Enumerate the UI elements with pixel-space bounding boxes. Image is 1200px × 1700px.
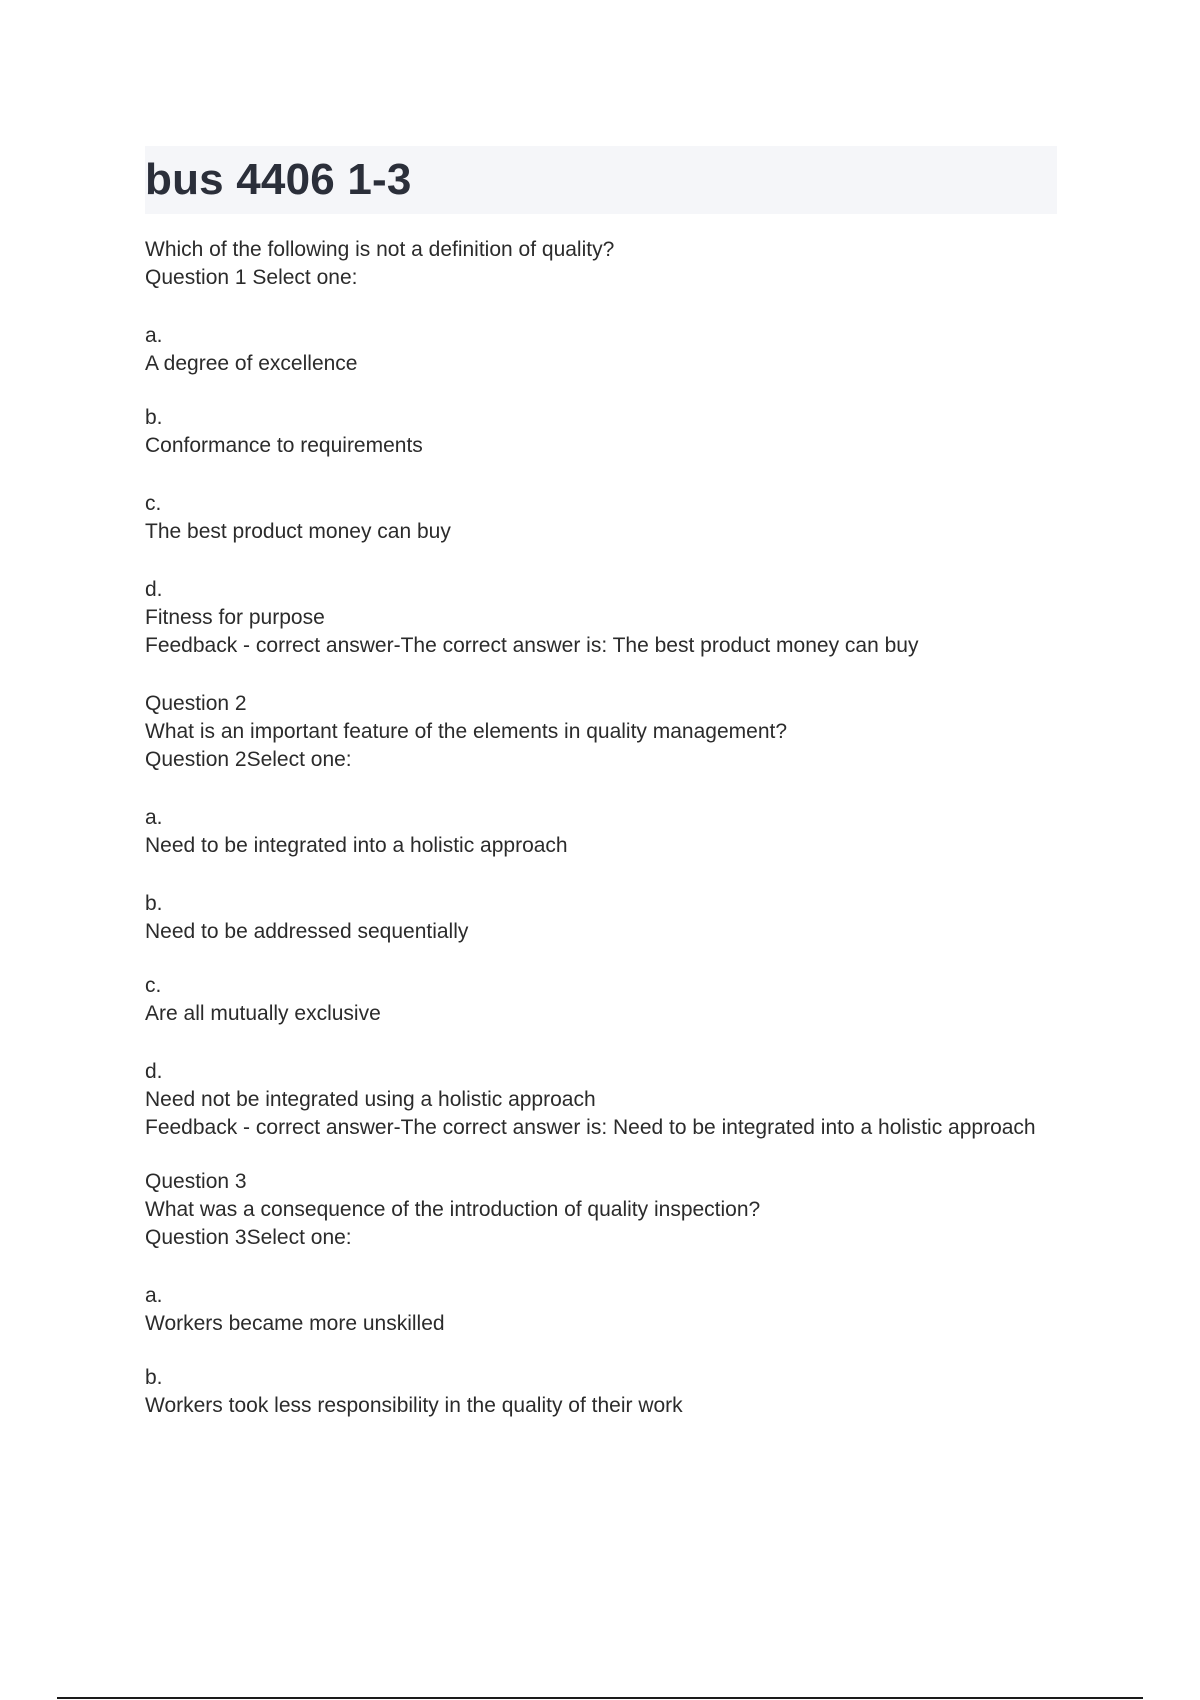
option-letter: a. — [145, 324, 163, 347]
feedback-text: Feedback - correct answer-The correct answer is: The best product money can buy — [145, 634, 919, 657]
question-block-3 — [145, 1168, 1057, 1420]
option-text: A degree of excellence — [145, 352, 358, 375]
question-block-2 — [145, 690, 1057, 1142]
option-text: Are all mutually exclusive — [145, 1002, 381, 1025]
option-text: Need to be addressed sequentially — [145, 920, 469, 943]
feedback-text: Feedback - correct answer-The correct answer is: Need to be integrated into a holistic approach — [145, 1116, 1036, 1139]
option-text: Need to be integrated into a holistic approach — [145, 834, 568, 857]
question-1-prompt: Which of the following is not a definition of quality? — [145, 238, 615, 261]
title-bar — [145, 146, 1057, 214]
page-title: bus 4406 1-3 — [145, 155, 412, 204]
option-letter: a. — [145, 806, 163, 829]
question-3-header: Question 3 — [145, 1170, 247, 1193]
option-letter: c. — [145, 974, 162, 997]
option-letter: b. — [145, 1366, 163, 1389]
option-text: Conformance to requirements — [145, 434, 423, 457]
option-text: Workers took less responsibility in the quality of their work — [145, 1394, 683, 1417]
question-2-header: Question 2 — [145, 692, 247, 715]
question-2-select: Question 2Select one: — [145, 748, 352, 771]
option-letter: d. — [145, 578, 163, 601]
question-3-select: Question 3Select one: — [145, 1226, 352, 1249]
document-page — [145, 146, 1057, 1420]
option-letter: b. — [145, 892, 163, 915]
question-3-prompt: What was a consequence of the introduction of quality inspection? — [145, 1198, 761, 1221]
option-letter: d. — [145, 1060, 163, 1083]
option-text: Workers became more unskilled — [145, 1312, 445, 1335]
option-letter: c. — [145, 492, 162, 515]
question-block-1 — [145, 236, 1057, 660]
footer-rule — [57, 1697, 1143, 1699]
option-letter: a. — [145, 1284, 163, 1307]
option-text: Need not be integrated using a holistic approach — [145, 1088, 596, 1111]
question-2-prompt: What is an important feature of the elements in quality management? — [145, 720, 788, 743]
option-letter: b. — [145, 406, 163, 429]
option-text: The best product money can buy — [145, 520, 451, 543]
option-text: Fitness for purpose — [145, 606, 325, 629]
question-1-select: Question 1 Select one: — [145, 266, 358, 289]
